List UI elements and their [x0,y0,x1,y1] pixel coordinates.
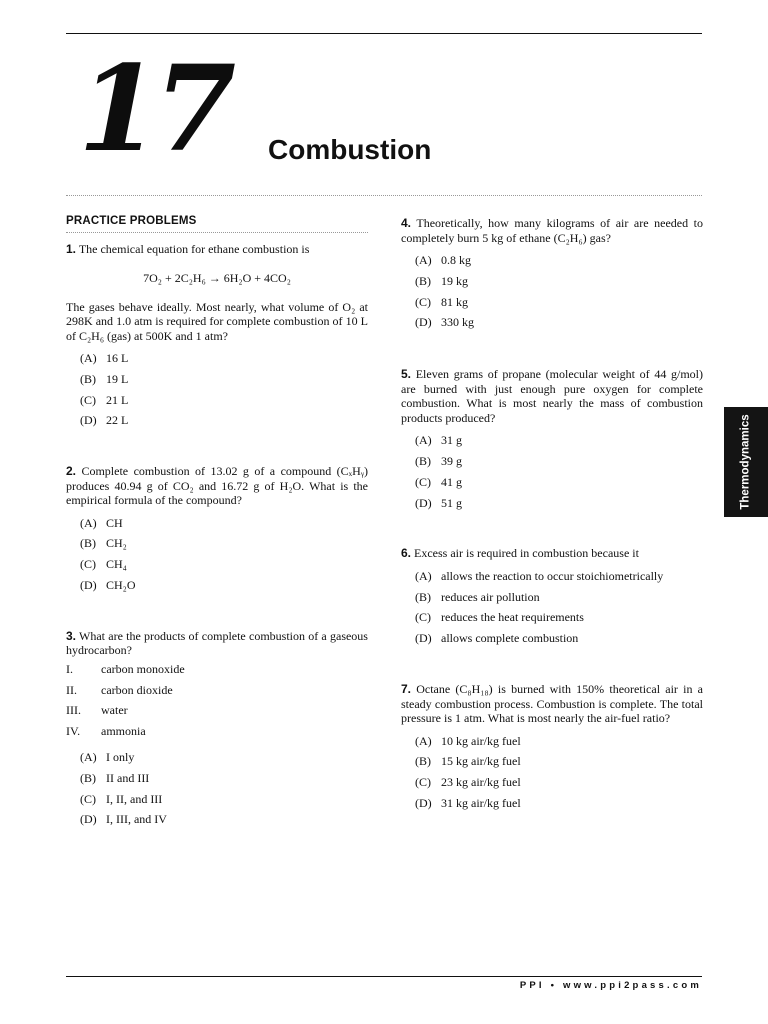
option-b: (B) 19 L [80,371,129,386]
problem-stem [66,629,368,658]
option-c: (C) 81 kg [415,294,468,309]
problem-7 [401,682,703,814]
problem-text: Octane (C₈H₁₈) is burned with 150% theoretical air in a steady combustion process. Combustion is complete. The total pressure is 1 atm. What is most nearly the air-fuel ratio? [401,682,703,726]
problem-stem [401,367,703,425]
chemical-equation: 7O₂ + 2C₂H₆ → 6H₂O + 4CO₂ [143,271,291,285]
option-d: (D) 330 kg [415,315,474,330]
problem-number: 3. [66,628,77,643]
option-c: (C) CH₄ [80,557,127,572]
option-a: (A) 31 g [415,433,462,448]
dotted-divider [66,195,702,196]
problem-text: The chemical equation for ethane combustion is [78,241,310,256]
section-heading: PRACTICE PROBLEMS [66,214,368,233]
problem-text: Eleven grams of propane (molecular weight of 44 g/mol) are burned with just enough pure oxygen for complete combustion. What is most nearly the mass of combustion products produced? [401,367,704,425]
problem-1 [66,242,368,432]
option-b: (B) II and III [80,770,150,785]
option-d: (D) 31 kg air/kg fuel [415,795,521,810]
problem-stem [66,464,368,508]
answer-options [401,250,703,333]
answer-options [66,348,368,431]
top-rule [66,33,702,34]
roman-item: IV. ammonia [66,724,146,739]
problem-text: Complete combustion of 13.02 g of a compound (CₓHᵧ) produces 40.94 g of CO₂ and 16.72 g of H₂O. What is the empirical formula of the compound? [66,464,368,508]
problem-number: 6. [401,546,412,561]
problem-3 [66,629,368,830]
problem-text-continued: The gases behave ideally. Most nearly, what volume of O₂ at 298K and 1.0 atm is required for complete combustion of 10 L of C₂H₆ (gas) at 500K and 1 atm? [66,299,368,343]
option-c: (C) I, II, and III [80,791,163,806]
roman-item: II. carbon dioxide [66,682,173,697]
answer-options [401,430,703,513]
problem-text: Theoretically, how many kilograms of air are needed to completely burn 5 kg of ethane (C₂H₆) gas? [401,216,703,245]
problem-2 [66,464,368,596]
problem-stem [66,242,368,257]
option-b: (B) CH₂ [80,536,127,551]
problem-stem [401,546,703,561]
roman-item: I. carbon monoxide [66,661,185,676]
problem-number: 7. [401,682,412,697]
right-column [401,214,703,814]
option-d: (D) 51 g [415,495,462,510]
problem-number: 1. [66,241,77,256]
problem-text: Excess air is required in combustion because it [414,546,639,561]
section-side-tab [724,407,768,517]
option-a: (A) 16 L [80,351,129,365]
problem-number: 4. [401,216,412,230]
roman-list [66,659,368,742]
option-a: (A) 10 kg air/kg fuel [415,733,521,748]
option-c: (C) 23 kg air/kg fuel [415,775,521,790]
problem-number: 5. [401,367,412,382]
answer-options [66,513,368,596]
option-d: (D) 22 L [80,413,129,428]
chapter-title: Combustion [268,134,432,165]
option-b: (B) 19 kg [415,273,468,288]
option-b: (B) 39 g [415,453,462,468]
problem-5 [401,367,703,513]
option-b: (B) 15 kg air/kg fuel [415,754,521,769]
answer-options [401,566,703,649]
problem-stem [401,216,703,245]
option-d: (D) I, III, and IV [80,812,167,827]
chapter-number: 17 [78,39,231,178]
problem-stem [401,682,703,726]
option-c: (C) 41 g [415,474,462,489]
problem-4 [401,216,703,333]
problem-text: What are the products of complete combustion of a gaseous hydrocarbon? [66,628,368,658]
option-d: (D) CH₂O [80,578,136,593]
footer-publisher: PPI • www.ppi2pass.com [519,980,702,991]
left-column [66,214,368,830]
bottom-rule [66,976,702,977]
problem-6 [401,546,703,649]
option-c: (C) 21 L [80,392,129,407]
option-a: (A) CH [80,515,123,530]
option-a: (A) 0.8 kg [415,253,471,267]
roman-item: III. water [66,703,128,718]
side-tab-label: Thermodynamics [740,414,753,510]
option-a: (A) allows the reaction to occur stoichiometrically [415,568,664,583]
answer-options [401,731,703,814]
answer-options [66,747,368,830]
option-b: (B) reduces air pollution [415,589,540,604]
option-c: (C) reduces the heat requirements [415,610,584,625]
option-d: (D) allows complete combustion [415,631,579,646]
option-a: (A) I only [80,750,135,765]
problem-number: 2. [66,464,77,479]
